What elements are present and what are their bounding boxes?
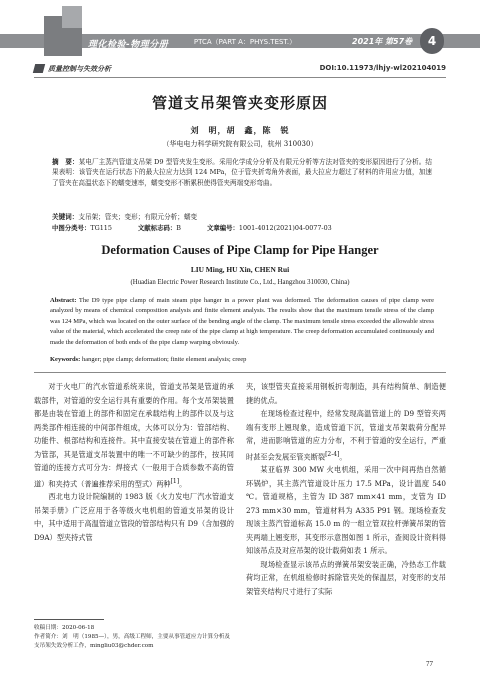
classification-row [52, 223, 432, 232]
clc-number: 中图分类号：TG115 [52, 224, 112, 232]
footnote [34, 624, 234, 651]
abstract-cn-label: 摘 要： [52, 158, 79, 166]
column-name: 质量控制与失效分析 [48, 65, 111, 73]
journal-name: 理化检验-物理分册 [88, 40, 169, 50]
affiliation-cn: （华电电力科学研究院有限公司，杭州 310030） [162, 140, 318, 148]
page-number: 77 [426, 660, 433, 668]
issue-badge: 4 [420, 28, 444, 54]
column-marker-icon [33, 64, 45, 73]
paragraph: 某亚临界 300 MW 火电机组，采用一次中间再热自然循环锅炉，其主蒸汽管道设计压力 17.5 MPa，设计温度 540 ℃。管道规格，主管为 ID 387 mm×41 mm，支管为 ID 273 mm×30 mm，管道材料为 A335 P91 钢。现场检查发现该主蒸汽管道标高 15.0 m 的一组立管双拉杆弹簧吊架的管夹两端上翘变形，其变形示意图如图 1 所示，查阅设计资料得知该吊点及对应吊架的设计载荷如表 1 所示。 [246, 465, 446, 556]
keywords-en [50, 356, 434, 363]
body-column-left [34, 380, 234, 544]
title-en: Deformation Causes of Pipe Clamp for Pipe Hanger [101, 243, 379, 257]
authors-en: LIU Ming, HU Xin, CHEN Rui [190, 265, 290, 274]
year-volume: 2021年 第57卷 [352, 37, 413, 46]
citation: [1] [170, 477, 180, 485]
abstract-en [50, 296, 434, 348]
column-bar [34, 62, 446, 78]
journal-header [0, 0, 480, 56]
keywords-cn [52, 211, 432, 221]
doc-code: 文献标志码：B [137, 224, 181, 232]
authors-cn: 刘 明，胡 鑫，陈 锐 [190, 125, 290, 135]
abstract-en-text: The D9 type pipe clamp of main steam pipe hanger in a power plant was deformed. The deformation causes of pipe clamp were analyzed by means of chemical composition analysis and finite element analysis. The results show that the maximum tensile stress of the clamp was 124 MPa, which was located on the outer surface of the bending angle of the clamp. The maximum tensile stress exceeded the allowable stress value of the material, which accelerated the creep rate of the pipe clamp at high temperature. The creep deformation accumulated continuously and made the deformation of both ends of the pipe clamp warping obviously. [50, 297, 435, 346]
abstract-en-label: Abstract: [50, 297, 77, 304]
section-divider [34, 372, 446, 373]
paragraph: 对于火电厂的汽水管道系统来说，管道支吊架是管道的承载部件，对管道的安全运行具有重要的作用。每个支吊架装置都是由装在管道上的部件和固定在承载结构上的部件以及与这两类部件相连接的中间部件组成，大体可以分为：管部结构、功能件、根部结构和连接件。其中直接安装在管道上的部件称为管部，其是管道支吊装置中的唯一不可缺少的部件，按其同管道的连接方式可分为：焊接式（一般用于合质参数不高的管道）和夹持式（普遍推荐采用的型式）两种[1]。 [34, 382, 234, 488]
citation: [2-4] [325, 450, 340, 458]
footnote-divider [34, 619, 104, 620]
paragraph: 夹，该型管夹直接采用钢板折弯制造，具有结构简单、制造便捷的优点。 [246, 382, 446, 405]
abstract-cn [52, 157, 432, 188]
paragraph: 现场检查显示该吊点的弹簧吊架安装正确，冷热态工作载荷均正常，在机组检修时拆除管夹处的保温层，对变形的支吊架管夹结构尺寸进行了实际 [246, 559, 446, 596]
affiliation-en: (Huadian Electric Power Research Institute Co., Ltd., Hangzhou 310030, China) [130, 279, 350, 286]
article-number: 文章编号：1001-4012(2021)04-0077-03 [206, 224, 332, 232]
received-date: 收稿日期：2020-06-18 [34, 625, 95, 631]
abstract-cn-text: 某电厂主蒸汽管道支吊架 D9 型管夹发生变形。采用化学成分分析及有限元分析等方法对管夹的变形原因进行了分析。结果表明：该管夹在运行状态下的最大拉应力达到 124 MPa，位于管夹折弯角外表面，最大拉应力超过了材料的许用应力值，加速了管夹在高温状态下的蠕变速率，蠕变变形不断累积使得管夹两端变形弯曲。 [52, 158, 433, 187]
keywords-en-text: hanger; pipe clamp; deformation; finite element analysis; creep [81, 356, 247, 363]
keywords-cn-text: 支吊架；管夹；变形；有限元分析；蠕变 [78, 213, 198, 221]
doi: DOI:10.11973/lhjy-wl202104019 [319, 64, 446, 72]
body-column-right [246, 380, 446, 598]
keywords-cn-label: 关键词： [52, 213, 79, 221]
journal-part: PTCA（PART A：PHYS.TEST.） [193, 38, 297, 46]
title-cn: 管道支吊架管夹变形原因 [151, 94, 328, 112]
keywords-en-label: Keywords: [50, 356, 81, 363]
author-bio: 作者简介：刘 明（1985—），男，高级工程师，主要从事管道应力计算分析及支吊架失效分析工作，mingliu03@chder.com [34, 634, 231, 649]
paragraph: 在现场检查过程中，经常发现高温管道上的 D9 型管夹两端有变形上翘现象，造成管道下沉，管道支吊架载荷分配异常，进而影响管道的应力分布，不利于管道的安全运行，严重时甚至会发展至管夹断裂[2-4]。 [246, 409, 446, 461]
header-logo-accent [62, 6, 82, 28]
paragraph: 西北电力设计院编制的 1983 版《火力发电厂汽水管道支吊架手册》广泛应用于各等级火电机组的管道支吊架的设计中，其中适用于高温管道立管段的管部结构只有 D9（含加强的 D9A）型夹持式管 [34, 492, 234, 542]
